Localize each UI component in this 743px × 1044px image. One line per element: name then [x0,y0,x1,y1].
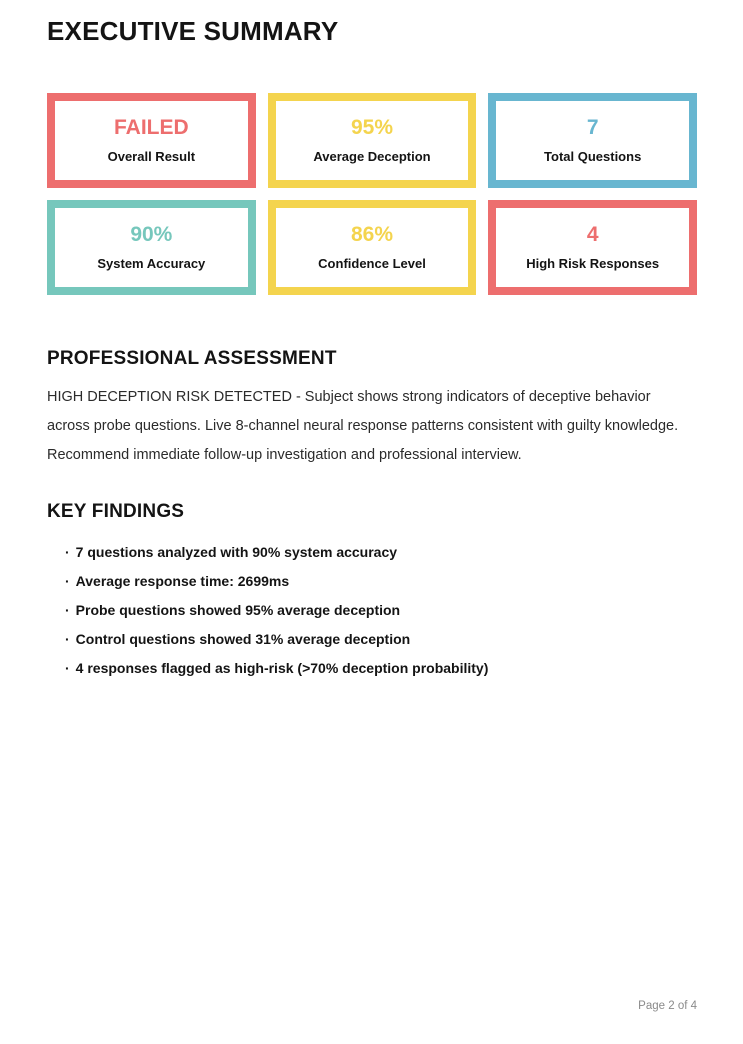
stat-card-system-accuracy [47,200,256,295]
stat-value: 7 [586,115,599,139]
finding-text: Average response time: 2699ms [75,573,290,589]
bullet-dot: · [65,602,70,618]
finding-item [65,567,697,596]
section-heading-professional-assessment: PROFESSIONAL ASSESSMENT [47,348,337,369]
section-heading-key-findings: KEY FINDINGS [47,501,185,522]
stat-value: 4 [586,222,599,246]
stat-label: Confidence Level [318,255,426,271]
stat-value: 95% [350,115,393,139]
bullet-dot: · [65,544,70,560]
page-number: Page 2 of 4 [638,1000,697,1012]
key-findings-list [47,538,697,683]
stat-card-confidence-level [268,200,477,295]
finding-item [65,538,697,567]
stat-value: 90% [130,222,173,246]
assessment-paragraph: HIGH DECEPTION RISK DETECTED - Subject shows strong indicators of deceptive behavior across probe questions. Live 8-channel neural response patterns consistent with guilty knowledge. Recommend immediate follow-up investigation and professional interview. [47,389,679,463]
stat-label: Average Deception [313,148,431,164]
stat-card-total-questions [488,93,697,188]
finding-text: Probe questions showed 95% average deception [75,602,401,618]
finding-text: Control questions showed 31% average deception [75,631,411,647]
finding-text: 7 questions analyzed with 90% system accuracy [75,544,398,560]
bullet-dot: · [65,660,70,676]
stat-card-overall-result [47,93,256,188]
bullet-dot: · [65,631,70,647]
finding-item [65,654,697,683]
stat-label: High Risk Responses [526,255,660,271]
page-title: EXECUTIVE SUMMARY [47,16,339,46]
stat-card-average-deception [268,93,477,188]
stat-label: Total Questions [544,148,642,164]
finding-text: 4 responses flagged as high-risk (>70% deception probability) [75,660,489,676]
stat-label: System Accuracy [97,255,206,271]
stat-card-high-risk-responses [488,200,697,295]
finding-item [65,596,697,625]
stat-value: 86% [350,222,393,246]
stat-value: FAILED [113,115,189,139]
stat-cards-grid [47,93,697,295]
bullet-dot: · [65,573,70,589]
finding-item [65,625,697,654]
stat-label: Overall Result [107,148,196,164]
